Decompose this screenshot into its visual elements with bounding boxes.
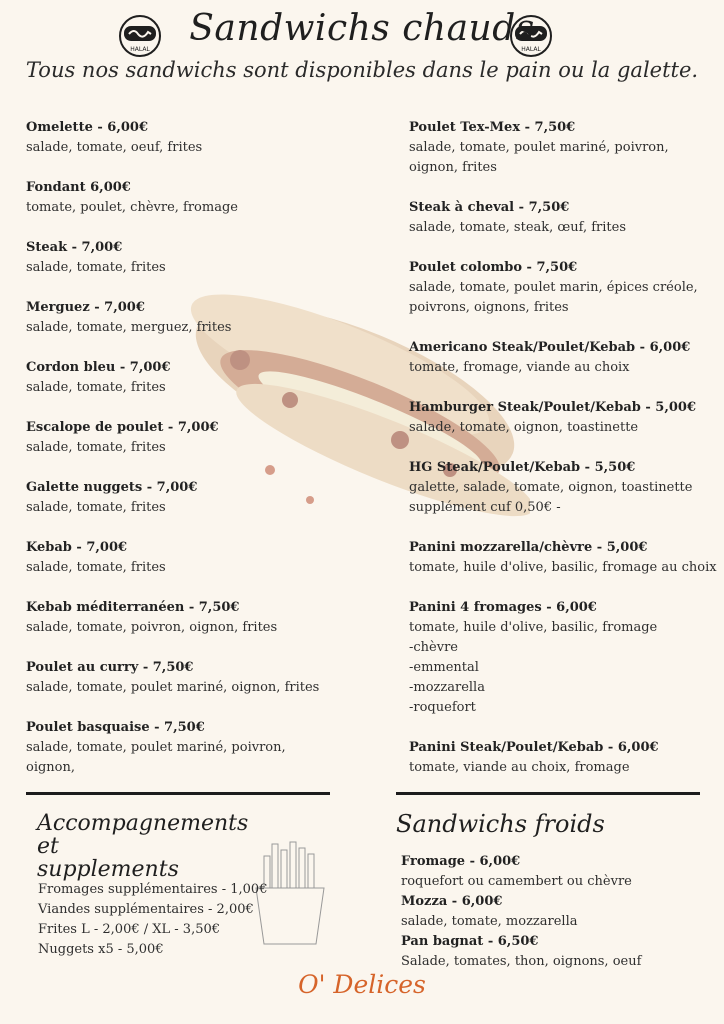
section-divider	[26, 792, 330, 795]
page-subtitle: Tous nos sandwichs sont disponibles dans le pain ou la galette.	[25, 58, 699, 82]
menu-item-desc: salade, tomate, poulet marin, épices créole, poivrons, oignons, frites	[409, 280, 698, 315]
menu-item	[409, 598, 719, 738]
menu-item	[26, 658, 386, 718]
menu-item-desc: salade, tomate, poulet mariné, oignon, frites	[26, 680, 320, 695]
menu-item-name: Escalope de poulet - 7,00€	[26, 420, 219, 435]
menu-item-name: Panini 4 fromages - 6,00€	[409, 600, 597, 615]
accompagnements-list	[38, 880, 267, 960]
list-item: Nuggets x5 - 5,00€	[38, 942, 164, 957]
accompagnements-title: Accompagnements et supplements	[37, 811, 249, 882]
brand-logo: O' Delices	[298, 970, 426, 999]
menu-item	[26, 478, 386, 538]
menu-item	[409, 118, 719, 198]
menu-item-name: Merguez - 7,00€	[26, 300, 145, 315]
menu-item-name: Omelette - 6,00€	[26, 120, 148, 135]
menu-item-desc: salade, tomate, poivron, oignon, frites	[26, 620, 278, 635]
menu-item-name: Pan bagnat - 6,50€	[401, 934, 539, 949]
menu-item-name: Fondant 6,00€	[26, 180, 131, 195]
menu-item	[409, 538, 719, 598]
froids-list	[401, 852, 641, 972]
menu-item-desc: salade, tomate, poulet mariné, poivron, oignon,	[26, 740, 286, 775]
list-item: Frites L - 2,00€ / XL - 3,50€	[38, 922, 221, 937]
menu-item-desc: galette, salade, tomate, oignon, toastinette supplément cuf 0,50€ -	[409, 480, 693, 515]
menu-item	[26, 598, 386, 658]
menu-item-desc: salade, tomate, frites	[26, 260, 166, 275]
list-item: Fromages supplémentaires - 1,00€	[38, 882, 268, 897]
menu-item-desc: salade, tomate, oeuf, frites	[26, 140, 203, 155]
menu-right-column	[409, 118, 719, 798]
list-item: Viandes supplémentaires - 2,00€	[38, 902, 254, 917]
menu-item	[26, 178, 386, 238]
menu-item-desc: salade, tomate, oignon, toastinette	[409, 420, 639, 435]
menu-item-name: Americano Steak/Poulet/Kebab - 6,00€	[409, 340, 691, 355]
menu-item-desc: roquefort ou camembert ou chèvre	[401, 874, 632, 889]
menu-item-name: Fromage - 6,00€	[401, 854, 521, 869]
menu-item	[26, 418, 386, 478]
menu-item-name: Galette nuggets - 7,00€	[26, 480, 198, 495]
menu-item-desc: tomate, viande au choix, fromage	[409, 760, 630, 775]
menu-item	[26, 718, 386, 778]
halal-badge-text: HALAL	[130, 46, 150, 53]
menu-item	[409, 258, 719, 338]
menu-item-name: Poulet Tex-Mex - 7,50€	[409, 120, 576, 135]
menu-item-desc: salade, tomate, frites	[26, 560, 166, 575]
section-divider	[396, 792, 700, 795]
menu-item	[409, 198, 719, 258]
menu-item-desc: salade, tomate, mozzarella	[401, 914, 578, 929]
menu-item-desc: salade, tomate, frites	[26, 380, 166, 395]
menu-item-desc: salade, tomate, steak, œuf, frites	[409, 220, 627, 235]
menu-item	[409, 458, 719, 538]
menu-item	[26, 538, 386, 598]
halal-badge-text: HALAL	[521, 46, 541, 53]
menu-item-name: Cordon bleu - 7,00€	[26, 360, 171, 375]
menu-item-name: Hamburger Steak/Poulet/Kebab - 5,00€	[409, 400, 696, 415]
menu-item-desc: salade, tomate, merguez, frites	[26, 320, 232, 335]
menu-item	[409, 738, 719, 798]
menu-item-name: Poulet basquaise - 7,50€	[26, 720, 205, 735]
menu-item-desc: salade, tomate, frites	[26, 500, 166, 515]
menu-item-name: Poulet au curry - 7,50€	[26, 660, 194, 675]
menu-item	[26, 238, 386, 298]
menu-item-name: Panini mozzarella/chèvre - 5,00€	[409, 540, 648, 555]
menu-item-desc: Salade, tomates, thon, oignons, oeuf	[401, 954, 642, 969]
menu-item-name: Kebab - 7,00€	[26, 540, 128, 555]
menu-left-column	[26, 118, 386, 778]
menu-item-name: Steak - 7,00€	[26, 240, 123, 255]
menu-item-name: Poulet colombo - 7,50€	[409, 260, 578, 275]
menu-item-desc: salade, tomate, poulet mariné, poivron, oignon, frites	[409, 140, 669, 175]
menu-item	[26, 118, 386, 178]
menu-item-name: Mozza - 6,00€	[401, 894, 503, 909]
menu-item-desc: tomate, poulet, chèvre, fromage	[26, 200, 238, 215]
page-title: Sandwichs chauds	[189, 8, 535, 49]
menu-item	[26, 298, 386, 358]
menu-item-name: Panini Steak/Poulet/Kebab - 6,00€	[409, 740, 659, 755]
menu-item	[409, 338, 719, 398]
menu-item-desc: salade, tomate, frites	[26, 440, 166, 455]
menu-item-desc: tomate, fromage, viande au choix	[409, 360, 630, 375]
froids-title: Sandwichs froids	[396, 810, 605, 838]
menu-item	[26, 358, 386, 418]
menu-item-name: Steak à cheval - 7,50€	[409, 200, 570, 215]
menu-item-desc: tomate, huile d'olive, basilic, fromage -chèvre -emmental -mozzarella -roquefort	[409, 620, 658, 715]
menu-item-name: HG Steak/Poulet/Kebab - 5,50€	[409, 460, 636, 475]
menu-item-desc: tomate, huile d'olive, basilic, fromage au choix	[409, 560, 717, 575]
menu-item	[409, 398, 719, 458]
menu-item-name: Kebab méditerranéen - 7,50€	[26, 600, 240, 615]
